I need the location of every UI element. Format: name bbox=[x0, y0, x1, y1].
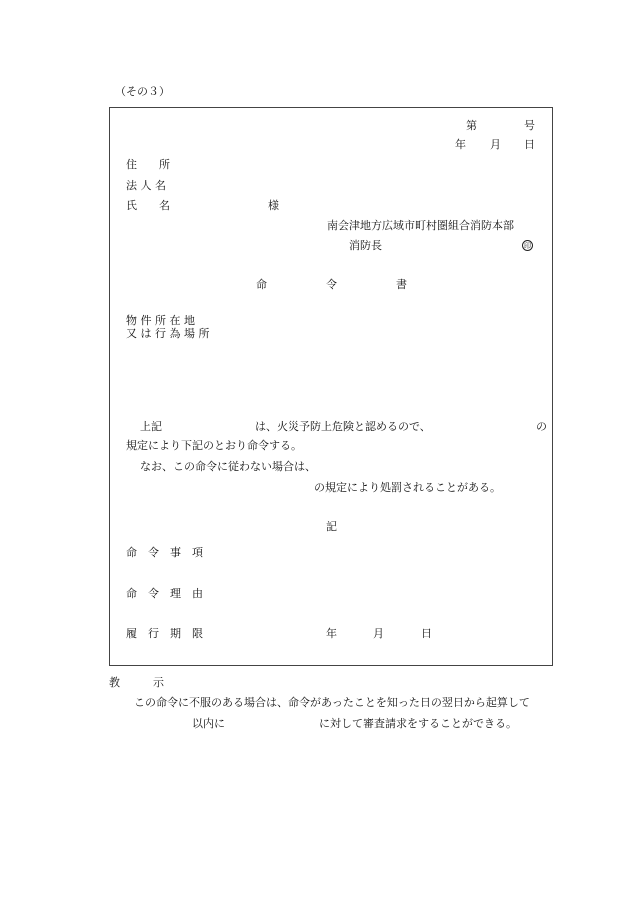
form-number: （その３） bbox=[115, 85, 170, 98]
corporation-name-label: 法 人 名 bbox=[126, 179, 166, 192]
doc-title-char-1: 命 bbox=[256, 278, 267, 291]
body-text-penalty: の規定により処罰されることがある。 bbox=[314, 481, 501, 494]
location-label-line1: 物 件 所 在 地 bbox=[126, 314, 195, 327]
date-year-label: 年 bbox=[455, 138, 466, 151]
deadline-month-label: 月 bbox=[373, 627, 384, 640]
ki-heading: 記 bbox=[326, 520, 337, 533]
seal-icon: 印 bbox=[524, 242, 531, 250]
number-dai: 第 bbox=[466, 119, 477, 132]
body-text-order: 規定により下記のとおり命令する。 bbox=[126, 439, 302, 452]
number-go: 号 bbox=[524, 119, 535, 132]
location-label-line2: 又 は 行 為 場 所 bbox=[126, 327, 210, 340]
order-reason-label: 命 令 理 由 bbox=[126, 587, 203, 600]
order-items-label: 命 令 事 項 bbox=[126, 546, 203, 559]
body-text-nao: なお、この命令に従わない場合は、 bbox=[140, 460, 316, 473]
notice-text-within: 以内に bbox=[192, 717, 225, 730]
notice-text-appeal: に対して審査請求をすることができる。 bbox=[319, 717, 517, 730]
body-text-danger: は、火災予防上危険と認めるので、 bbox=[255, 420, 431, 433]
official-seal-mark bbox=[522, 239, 533, 251]
deadline-label: 履 行 期 限 bbox=[126, 627, 203, 640]
order-form-frame bbox=[109, 107, 553, 666]
issuer-title: 消防長 bbox=[349, 239, 382, 252]
body-text-no: の bbox=[536, 420, 547, 433]
deadline-year-label: 年 bbox=[326, 627, 337, 640]
notice-text-line1: この命令に不服のある場合は、命令があったことを知った日の翌日から起算して bbox=[134, 696, 530, 709]
body-text-joki: 上記 bbox=[140, 420, 162, 433]
date-month-label: 月 bbox=[490, 138, 501, 151]
deadline-day-label: 日 bbox=[421, 627, 432, 640]
date-day-label: 日 bbox=[524, 138, 535, 151]
issuer-organization: 南会津地方広域市町村圏組合消防本部 bbox=[327, 219, 514, 232]
honorific-sama: 様 bbox=[268, 199, 279, 212]
doc-title-char-3: 書 bbox=[396, 278, 407, 291]
notice-label: 教 示 bbox=[109, 676, 164, 689]
person-name-label: 氏 名 bbox=[126, 199, 170, 212]
doc-title-char-2: 令 bbox=[326, 278, 337, 291]
address-label: 住 所 bbox=[126, 158, 170, 171]
